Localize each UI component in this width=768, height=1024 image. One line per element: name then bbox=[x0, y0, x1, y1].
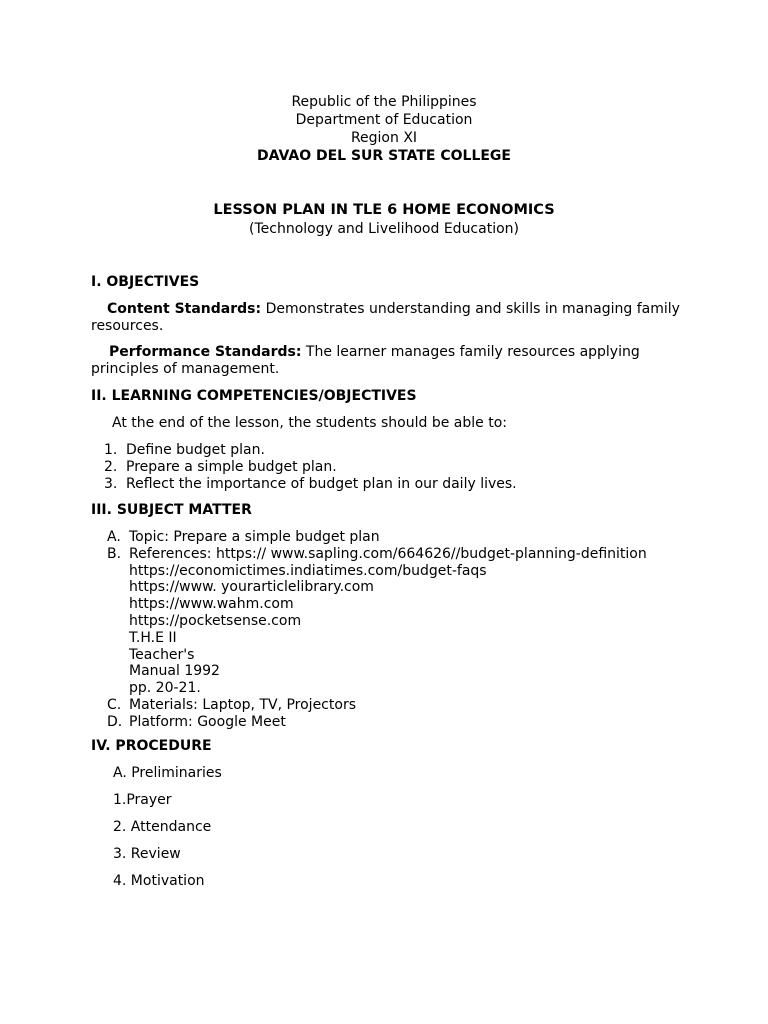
lesson-plan-subtitle: (Technology and Livelihood Education) bbox=[249, 221, 519, 237]
list-item: 2. Prepare a simple budget plan. bbox=[104, 458, 337, 475]
list-item-platform: D. Platform: Google Meet bbox=[107, 713, 286, 730]
objectives-heading: I. OBJECTIVES bbox=[91, 274, 200, 290]
content-standards-label: Content Standards: bbox=[107, 301, 262, 317]
competencies-list bbox=[104, 442, 517, 492]
content-standards bbox=[91, 301, 691, 335]
procedure-review: 3. Review bbox=[113, 846, 181, 862]
subject-matter-list bbox=[107, 529, 647, 731]
competencies-intro: At the end of the lesson, the students should be able to: bbox=[112, 415, 507, 431]
list-item-topic: A. Topic: Prepare a simple budget plan bbox=[107, 529, 380, 545]
procedure-prayer: 1.Prayer bbox=[113, 792, 172, 808]
header-department: Department of Education bbox=[295, 112, 473, 128]
header-republic: Republic of the Philippines bbox=[291, 94, 477, 110]
competencies-heading: II. LEARNING COMPETENCIES/OBJECTIVES bbox=[91, 388, 417, 404]
procedure-preliminaries: A. Preliminaries bbox=[113, 765, 222, 781]
header-college: DAVAO DEL SUR STATE COLLEGE bbox=[256, 148, 511, 164]
performance-standards-text: The learner manages family resources applying principles of management. bbox=[91, 344, 640, 377]
document-header bbox=[0, 93, 768, 165]
content-standards-text: Demonstrates understanding and skills in managing family resources. bbox=[91, 301, 680, 334]
procedure-heading: IV. PROCEDURE bbox=[91, 738, 212, 754]
references-lines: References: https:// www.sapling.com/664626//budget-planning-definition https://economictimes.indiatimes.com/budget-faqs https://www. yourarticlelibrary.com https://www.wahm.com https://pocketsense.com T.H.E II Teacher's Manual 1992 pp. 20-21. bbox=[129, 545, 647, 697]
procedure-attendance: 2. Attendance bbox=[113, 819, 212, 835]
performance-standards-label: Performance Standards: bbox=[109, 344, 302, 360]
list-item-materials: C. Materials: Laptop, TV, Projectors bbox=[107, 696, 356, 713]
title-block bbox=[0, 201, 768, 239]
list-item-references: B. References: https:// www.sapling.com/664626//budget-planning-definition https://economictimes.indiatimes.com/budget-faqs https://www. yourarticlelibrary.com https://www.wahm.com https://pocketsense.com T.H.E II Teacher's Manual 1992 pp. 20-21. bbox=[107, 545, 647, 697]
list-item: 1. Define budget plan. bbox=[104, 442, 265, 458]
lesson-plan-title: LESSON PLAN IN TLE 6 HOME ECONOMICS bbox=[213, 202, 555, 218]
performance-standards bbox=[91, 344, 691, 378]
list-item: 3. Reflect the importance of budget plan in our daily lives. bbox=[104, 475, 517, 492]
procedure-motivation: 4. Motivation bbox=[113, 873, 205, 889]
header-region: Region XI bbox=[350, 130, 418, 146]
subject-matter-heading: III. SUBJECT MATTER bbox=[91, 502, 252, 518]
